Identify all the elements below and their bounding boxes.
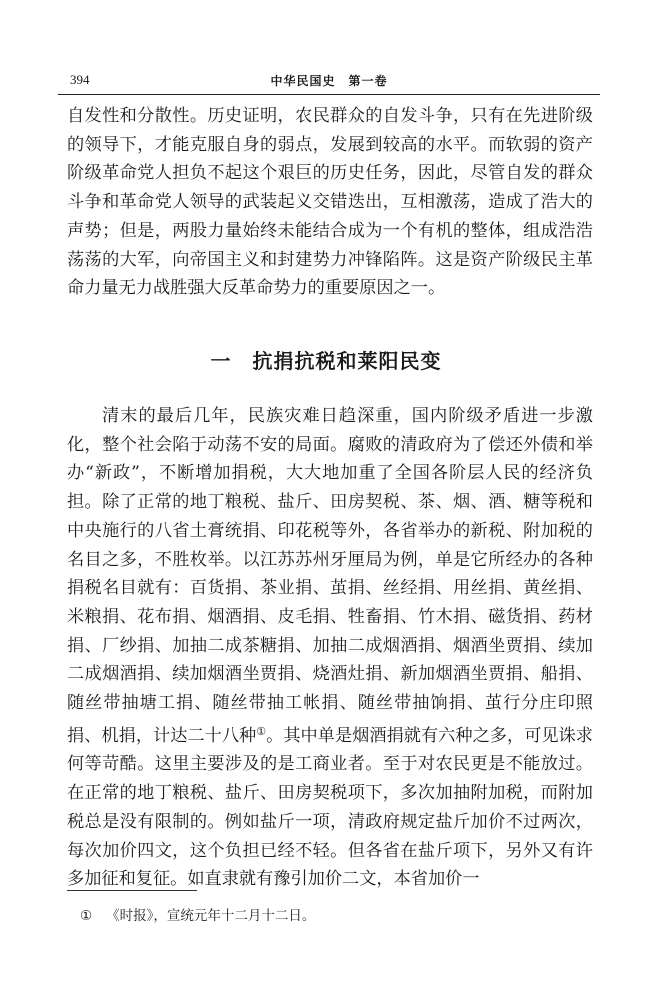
section-title: 一 抗捐抗税和莱阳民变 — [210, 349, 442, 373]
footnote-marker: ① — [80, 908, 93, 924]
page-header — [58, 70, 600, 94]
footnote-reference[interactable]: ① — [256, 724, 267, 738]
footnote — [80, 906, 315, 926]
section-paragraph — [67, 402, 593, 894]
footnote-rule — [67, 890, 197, 891]
intro-paragraph: 自发性和分散性。历史证明，农民群众的自发斗争，只有在先进阶级的领导下，才能克服自身的弱点，发展到较高的水平。而软弱的资产阶级革命党人担负不起这个艰巨的历史任务，因此，尽管自发的群众斗争和革命党人领导的武装起义交错迭出，互相激荡，造成了浩大的声势；但是，两股力量始终未能结合成为一个有机的整体，组成浩浩荡荡的大军，向帝国主义和封建势力冲锋陷阵。这是资产阶级民主革命力量无力战胜强大反革命势力的重要原因之一。 — [67, 106, 593, 299]
header-rule — [58, 94, 600, 95]
footnote-text: 《时报》，宣统元年十二月十二日。 — [106, 908, 316, 924]
section-text-a: 清末的最后几年，民族灾难日趋深重，国内阶级矛盾进一步激化，整个社会陷于动荡不安的局面。腐败的清政府为了偿还外债和举办“新政”，不断增加捐税，大大地加重了全国各阶层人民的经济负担。除了正常的地丁粮税、盐斤、田房契税、茶、烟、酒、糖等税和中央施行的八省土膏统捐、印花税等外，各省举办的新税、附加税的名目之多，不胜枚举。以江苏苏州牙厘局为例，单是它所经办的各种捐税名目就有：百货捐、茶业捐、茧捐、丝经捐、用丝捐、黄丝捐、米粮捐、花布捐、烟酒捐、皮毛捐、牲畜捐、竹木捐、磁货捐、药材捐、厂纱捐、加抽二成茶糖捐、加抽二成烟酒捐、烟酒坐贾捐、续加二成烟酒捐、续加烟酒坐贾捐、烧酒灶捐、新加烟酒坐贾捐、船捐、随丝带抽塘工捐、随丝带抽工帐捐、随丝带抽饷捐、茧行分庄印照捐、机捐，计达二十八种 — [67, 406, 593, 746]
page-number: 394 — [70, 72, 90, 87]
section-text-b: 。其中单是烟酒捐就有六种之多，可见诛求何等苛酷。这里主要涉及的是工商业者。至于对农民更是不能放过。在正常的地丁粮税、盐斤、田房契税项下，多次加抽附加税，而附加税总是没有限制的。例如盐斤一项，清政府规定盐斤加价不过两次，每次加价四文，这个负担已经不轻。但各省在盐斤项下，另外又有许多加征和复征。如直隶就有豫引加价二文，本省加价一 — [67, 725, 593, 890]
running-head: 中华民国史 第一卷 — [270, 74, 388, 88]
